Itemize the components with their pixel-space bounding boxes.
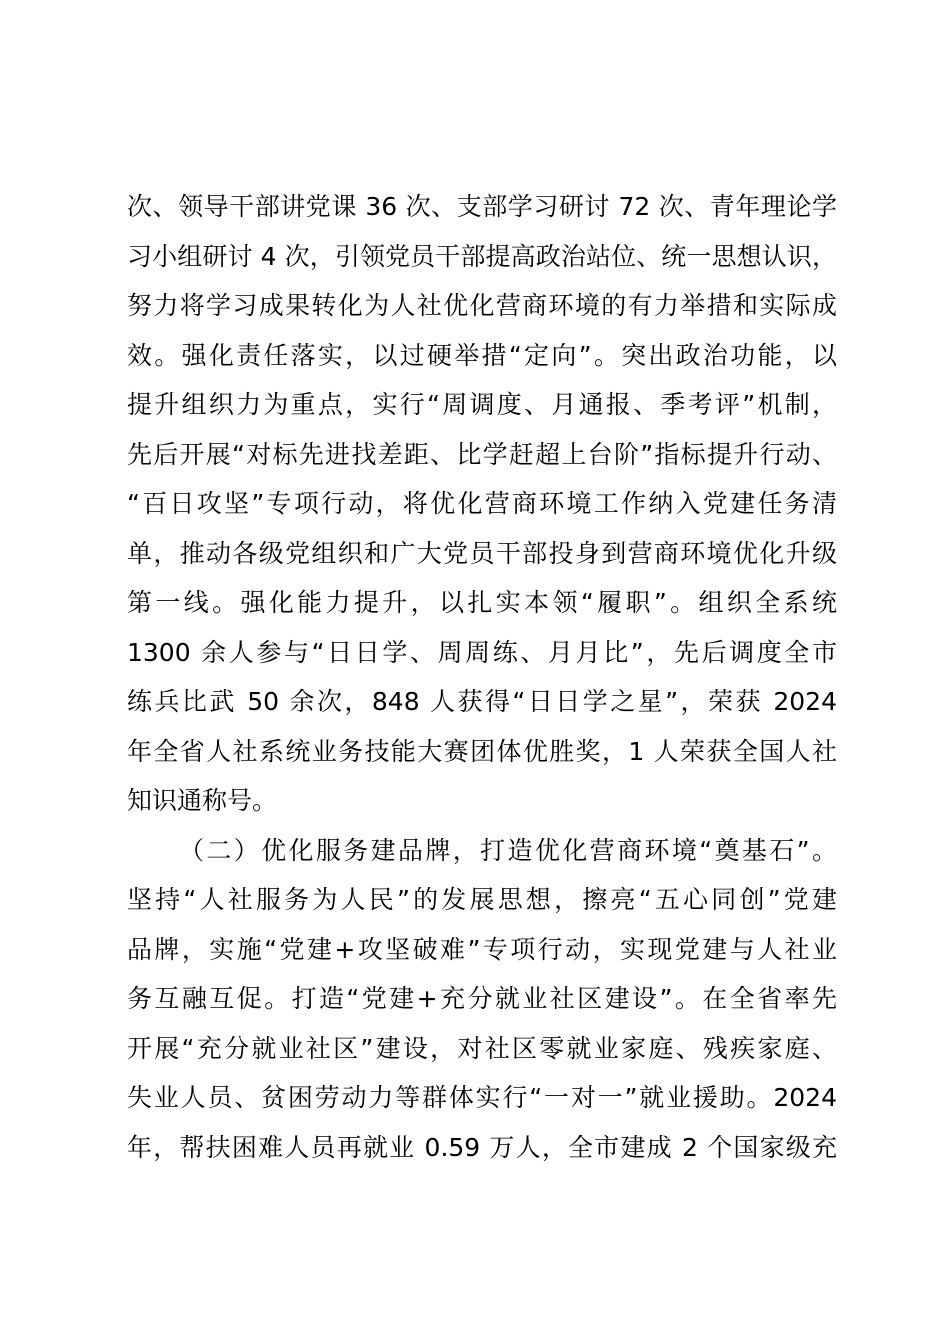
- text-line: 知识通称号。: [127, 786, 278, 815]
- text-line: 1300 余人参与“日日学、周周练、月月比”，先后调度全市: [127, 637, 837, 667]
- text-line: 年，帮扶困难人员再就业 0.59 万人，全市建成 2 个国家级充: [127, 1132, 837, 1162]
- text-line: 失业人员、贫困劳动力等群体实行“一对一”就业援助。2024: [127, 1083, 837, 1112]
- text-line: 先后开展“对标先进找差距、比学赶超上台阶”指标提升行动、: [127, 439, 837, 469]
- text-line: 努力将学习成果转化为人社优化营商环境的有力举措和实际成: [127, 291, 837, 320]
- text-line: 练兵比武 50 余次，848 人获得“日日学之星”，荣获 2024: [127, 687, 837, 716]
- text-line: 第一线。强化能力提升，以扎实本领“履职”。组织全系统: [127, 588, 837, 617]
- body-text: [127, 182, 837, 1172]
- text-line: 提升组织力为重点，实行“周调度、月通报、季考评”机制，: [127, 390, 837, 419]
- text-line: 坚持“人社服务为人民”的发展思想，擦亮“五心同创”党建: [127, 885, 837, 914]
- text-line: 次、领导干部讲党课 36 次、支部学习研讨 72 次、青年理论学: [127, 192, 837, 221]
- section-heading: （二）优化服务建品牌，打造优化营商环境“奠基石”。: [179, 835, 837, 865]
- text-line: 务互融互促。打造“党建+充分就业社区建设”。在全省率先: [127, 984, 837, 1013]
- text-line: 单，推动各级党组织和广大党员干部投身到营商环境优化升级: [127, 538, 837, 568]
- text-line: 品牌，实施“党建+攻坚破难”专项行动，实现党建与人社业: [127, 934, 837, 964]
- text-line: 年全省人社系统业务技能大赛团体优胜奖，1 人荣获全国人社: [127, 736, 837, 766]
- text-line: 开展“充分就业社区”建设，对社区零就业家庭、残疾家庭、: [127, 1033, 837, 1063]
- text-line: 效。强化责任落实，以过硬举措“定向”。突出政治功能，以: [127, 340, 837, 370]
- text-line: 习小组研讨 4 次，引领党员干部提高政治站位、统一思想认识，: [127, 241, 837, 271]
- text-line: “百日攻坚”专项行动，将优化营商环境工作纳入党建任务清: [127, 489, 837, 518]
